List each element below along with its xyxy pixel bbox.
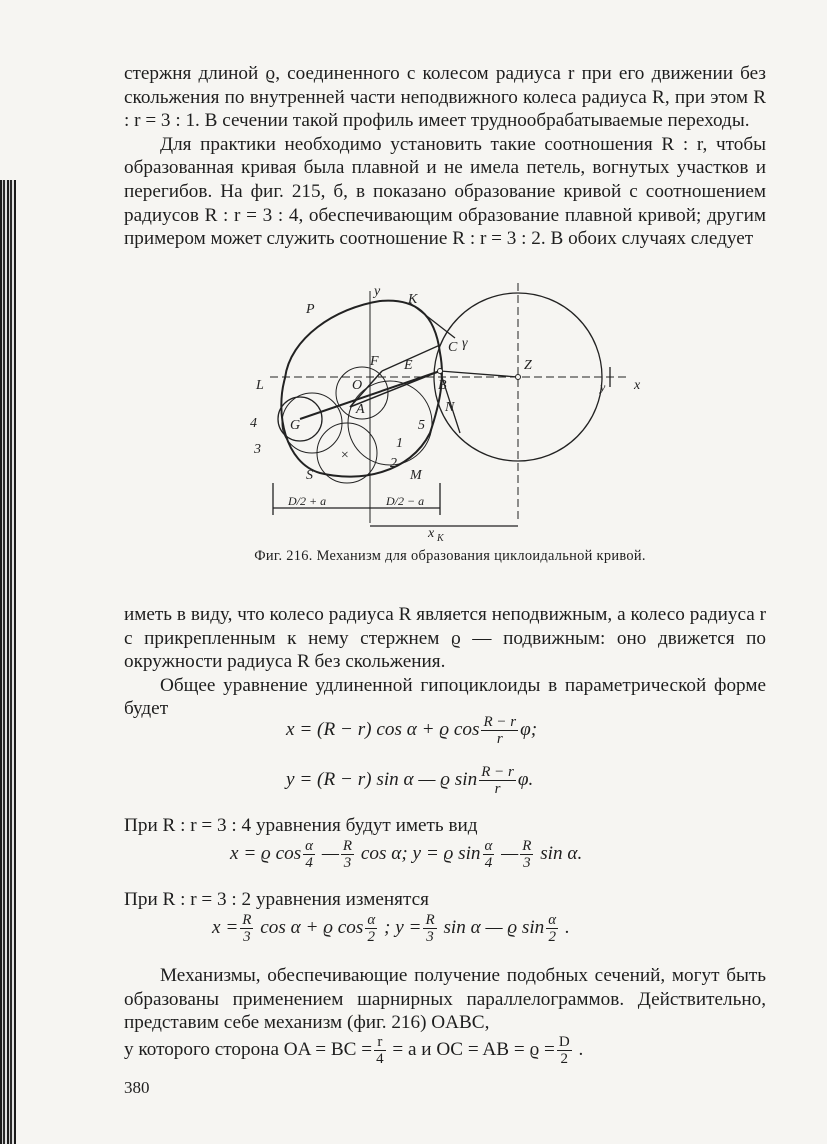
paragraph-5: Механизмы, обеспечивающие получение подобных сечений, могут быть образованы применением шарнирных параллелограммов. Действительно, представим себе механизм (фиг. 216) OABC,	[124, 965, 766, 1034]
svg-text:S: S	[306, 468, 313, 483]
svg-text:O: O	[352, 378, 363, 393]
svg-text:Z: Z	[524, 358, 532, 373]
svg-text:K: K	[408, 292, 418, 307]
book-binding-edge	[0, 180, 16, 1144]
line-ratio-32: При R : r = 3 : 2 уравнения изменятся	[124, 889, 429, 910]
svg-text:B: B	[438, 378, 447, 393]
svg-text:G: G	[290, 418, 301, 433]
svg-text:D/2 − a: D/2 − a	[386, 494, 425, 508]
svg-text:3: 3	[254, 442, 261, 457]
paragraph-3: иметь в виду, что колесо радиуса R является неподвижным, а колесо радиуса r с прикрепленным к нему стержнем ϱ — подвижным: оно движется по окружности радиуса R без скольжения.	[124, 604, 766, 673]
svg-text:×: ×	[340, 448, 350, 463]
last-line: у которого сторона OA = BC = $\frac{r}{4}$ = a и OC = AB = ϱ = $\frac{D}{2}$ .	[124, 1034, 584, 1067]
label-y: y	[374, 284, 381, 299]
svg-text:5: 5	[418, 418, 425, 433]
paragraph-4: Общее уравнение удлиненной гипоциклоиды в параметрической форме будет	[124, 674, 766, 720]
text-block-top	[124, 62, 766, 251]
svg-text:1: 1	[396, 436, 403, 451]
equation-32: x = $\frac{R}{3}$ cos α + ϱ cos $\frac{\alpha}{2}$ ; y = $\frac{R}{3}$ sin α — ϱ sin $\frac{\alpha}{2}$ .	[212, 912, 570, 945]
svg-text:K: K	[437, 533, 444, 544]
line-ratio-34: При R : r = 3 : 4 уравнения будут иметь вид	[124, 815, 478, 836]
paragraph-1: стержня длиной ϱ, соединенного с колесом радиуса r при его движении без скольжения по внутренней части неподвижного колеса радиуса R, при этом R : r = 3 : 1. В сечении такой профиль имеет труднообрабатываемые переходы.	[124, 63, 766, 132]
svg-text:C: C	[448, 340, 458, 355]
equation-y: y = (R − r) sin α — ϱ sin $\frac{R - r}{r}$ φ.	[286, 764, 534, 797]
svg-text:E: E	[404, 358, 413, 373]
svg-text:N: N	[445, 400, 455, 415]
label-x: x	[634, 378, 641, 393]
equation-34: x = ϱ cos $\frac{\alpha}{4}$ — $\frac{R}{3}$ cos α; y = ϱ sin $\frac{\alpha}{4}$ — $\frac{R}{3}$ sin α.	[230, 838, 583, 871]
svg-text:4: 4	[250, 416, 257, 431]
text-block-bottom	[124, 964, 766, 1035]
figure-caption: Фиг. 216. Механизм для образования циклоидальной кривой.	[254, 548, 646, 564]
svg-text:γ: γ	[462, 336, 468, 351]
svg-text:y: y	[600, 380, 606, 394]
text-block-middle	[124, 603, 766, 721]
svg-text:A: A	[356, 402, 365, 417]
page-number: 380	[124, 1078, 150, 1097]
paragraph-2: Для практики необходимо установить такие соотношения R : r, чтобы образованная кривая была плавной и не имела петель, вогнутых участков и перегибов. На фиг. 215, б, в показано образование кривой с соотношением радиусов R : r = 3 : 4, обеспечивающим образование плавной кривой; другим примером может служить соотношение R : r = 3 : 2. В обоих случаях следует	[124, 133, 766, 250]
svg-text:D/2 + a: D/2 + a	[288, 494, 327, 508]
figure-216	[240, 283, 670, 548]
svg-text:M: M	[410, 468, 422, 483]
svg-text:2: 2	[390, 456, 397, 471]
svg-text:L: L	[256, 378, 264, 393]
svg-text:F: F	[370, 354, 379, 369]
svg-text:x: x	[428, 526, 435, 541]
equation-x: x = (R − r) cos α + ϱ cos $\frac{R - r}{r}$ φ;	[286, 714, 538, 747]
svg-text:P: P	[306, 302, 315, 317]
